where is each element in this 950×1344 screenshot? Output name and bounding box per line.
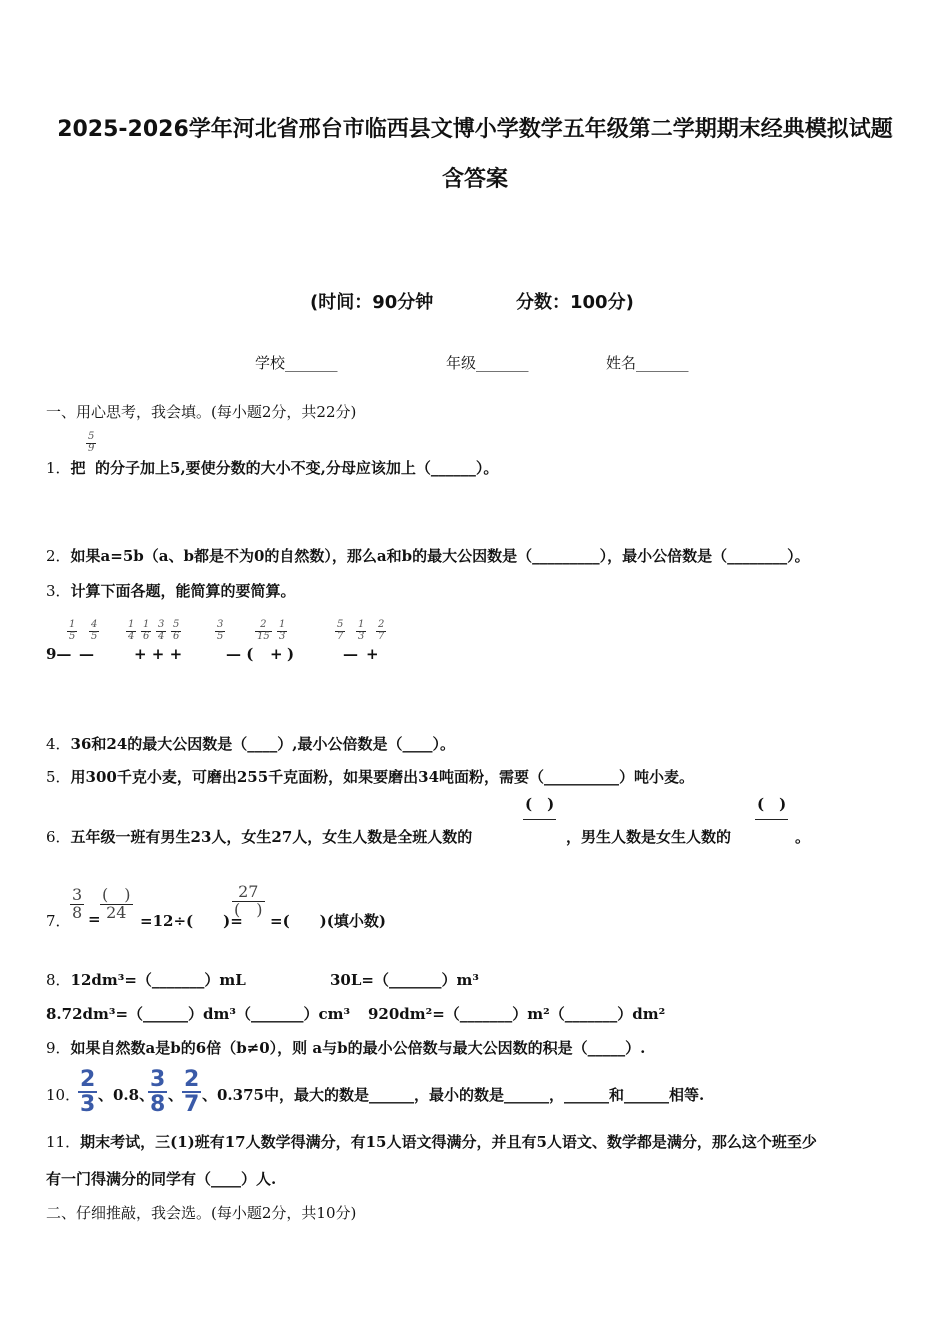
operator: —	[343, 645, 358, 663]
question-10-num: 10．	[46, 1086, 81, 1104]
operator: +	[270, 645, 283, 663]
name-field[interactable]: 姓名_______	[606, 354, 689, 372]
question-4: 4．36和24的最大公因数是（____）,最小公倍数是（____）。	[46, 735, 456, 753]
expr-1-lead: 9—	[46, 645, 72, 663]
fraction: $\frac{1}{6}$	[143, 619, 150, 642]
section-2-heading: 二、仔细推敲，我会选。(每小题2分，共10分)	[46, 1204, 357, 1222]
question-1-text: 的分子加上5,要使分数的大小不变,分母应该加上（______）。	[95, 459, 499, 477]
fraction: $\frac{3}{5}$	[217, 619, 224, 642]
grade-field[interactable]: 年级_______	[446, 354, 529, 372]
fraction[interactable]: 27 ( )	[234, 882, 263, 919]
school-field[interactable]: 学校_______	[255, 354, 338, 372]
fraction: $\frac{1}{4}$	[128, 619, 135, 642]
separator: 、0.8、	[98, 1086, 155, 1104]
fraction[interactable]: ( ) 24	[102, 885, 131, 922]
section-1-heading: 一、用心思考，我会填。(每小题2分，共22分)	[46, 403, 357, 421]
question-3: 3．计算下面各题，能简算的要简算。	[46, 582, 296, 600]
fraction: $\frac{5}{7}$	[337, 619, 344, 642]
fraction: $\frac{2}{3}$	[80, 1067, 96, 1118]
fraction: $\frac{1}{3}$	[279, 619, 286, 642]
question-6: 6．五年级一班有男生23人，女生27人，女生人数是全班人数的	[46, 828, 473, 846]
fraction: $\frac{1}{5}$	[69, 619, 76, 642]
page-title: 2025-2026学年河北省邢台市临西县文博小学数学五年级第二学期期末经典模拟试题	[57, 117, 893, 142]
page-title-line2: 含答案	[441, 167, 508, 192]
question-11: 11．期末考试，三(1)班有17人数学得满分，有15人语文得满分，并且有5人语文、数学都是满分，那么这个班至少	[46, 1133, 817, 1151]
fraction: $\frac{5}{9}$	[88, 431, 95, 454]
question-7-tail: =( )(填小数)	[270, 912, 386, 930]
fraction: $\frac{2}{7}$	[184, 1067, 200, 1118]
question-7-num: 7．	[46, 912, 71, 930]
operator: —	[79, 645, 94, 663]
question-2: 2．如果a=5b（a、b都是不为0的自然数），那么a和b的最大公因数是（_________），最小公倍数是（________）。	[46, 547, 810, 565]
close-paren: )	[287, 645, 295, 663]
question-8-part-b: 30L=（_______）m³	[330, 971, 479, 989]
equals: =	[88, 910, 101, 928]
answer-fraction[interactable]: ( )	[755, 797, 788, 836]
separator: 、	[168, 1086, 184, 1104]
question-10-text: 、0.375中，最大的数是______，最小的数是______，______和______相等.	[202, 1086, 705, 1104]
fraction: $\frac{2}{15}$	[257, 619, 270, 642]
question-6-text-b: ，男生人数是女生人数的	[566, 828, 732, 846]
exam-score: 分数：100分)	[516, 292, 634, 313]
exam-time: (时间：90分钟	[310, 292, 434, 313]
fraction: $\frac{5}{6}$	[173, 619, 180, 642]
fraction: $\frac{1}{3}$	[358, 619, 365, 642]
question-8-line2a: 8.72dm³=（______）dm³（_______）cm³	[46, 1005, 351, 1023]
operator: +	[366, 645, 379, 663]
question-7-mid: =12÷( )=	[140, 912, 243, 930]
fraction: $\frac{3}{4}$	[158, 619, 165, 642]
question-11-line2: 有一门得满分的同学有（____）人.	[46, 1170, 277, 1188]
question-9: 9．如果自然数a是b的6倍（b≠0），则 a与b的最小公倍数与最大公因数的积是（_____）.	[46, 1039, 646, 1057]
fraction: $\frac{2}{7}$	[378, 619, 385, 642]
question-8: 8．12dm³=（_______）mL	[46, 971, 246, 989]
fraction: $\frac{4}{5}$	[91, 619, 98, 642]
operators: + + +	[134, 645, 183, 663]
question-6-end: 。	[795, 828, 811, 846]
fraction: $\frac{3}{8}$	[72, 885, 83, 922]
question-5: 5．用300千克小麦，可磨出255千克面粉，如果要磨出34吨面粉，需要（__________）吨小麦。	[46, 768, 695, 786]
answer-fraction[interactable]: ( )	[523, 797, 556, 836]
question-1: 1．把	[46, 459, 86, 477]
question-8-line2b: 920dm²=（_______）m²（_______）dm²	[368, 1005, 666, 1023]
operator: — (	[226, 645, 254, 663]
fraction: $\frac{3}{8}$	[150, 1067, 166, 1118]
